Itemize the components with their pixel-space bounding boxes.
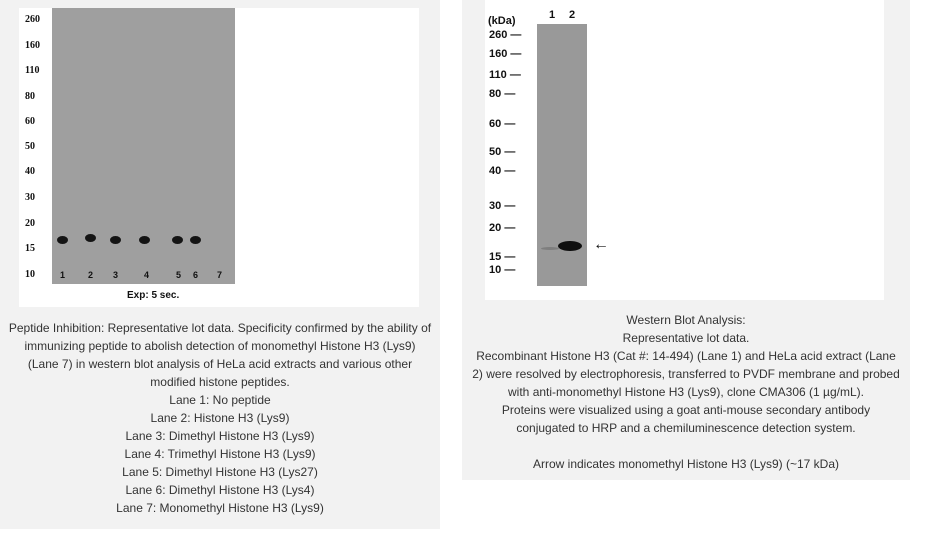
mw-marker: 20 — <box>489 222 516 234</box>
lane-number: 5 <box>176 270 182 280</box>
caption-line: conjugated to HRP and a chemiluminescence detection system. <box>516 421 856 435</box>
mw-marker: 80 — <box>489 88 516 100</box>
caption-line: Arrow indicates monomethyl Histone H3 (Lys9) (~17 kDa) <box>532 457 839 471</box>
mw-marker: 50 — <box>489 146 516 158</box>
lane-number: 2 <box>88 270 94 280</box>
caption-line: Lane 2: Histone H3 (Lys9) <box>150 411 290 425</box>
mw-marker: 80 <box>25 91 35 102</box>
caption-line: 2) were resolved by electrophoresis, transferred to PVDF membrane and probed <box>472 367 900 381</box>
mw-marker: 260 — <box>489 29 522 41</box>
caption-line: modified histone peptides. <box>150 375 290 389</box>
caption-line: Lane 3: Dimethyl Histone H3 (Lys9) <box>125 429 315 443</box>
caption-line: Lane 6: Dimethyl Histone H3 (Lys4) <box>125 483 315 497</box>
mw-marker: 30 — <box>489 200 516 212</box>
mw-marker: 260 <box>25 14 40 25</box>
exposure-label: Exp: 5 sec. <box>127 290 180 301</box>
lane-number: 4 <box>144 270 150 280</box>
band-lane-1 <box>57 236 68 244</box>
mw-marker: 60 — <box>489 118 516 130</box>
lane-number: 7 <box>217 270 223 280</box>
caption-line: (Lane 7) in western blot analysis of HeLa acid extracts and various other <box>27 357 413 371</box>
lane-number: 1 <box>549 9 556 21</box>
mw-marker: 40 — <box>489 165 516 177</box>
band-lane-2 <box>558 241 582 251</box>
band-lane-6 <box>190 236 201 244</box>
lane-number: 1 <box>60 270 66 280</box>
caption-line: Lane 7: Monomethyl Histone H3 (Lys9) <box>116 501 324 515</box>
caption-line: Western Blot Analysis: <box>626 313 746 327</box>
mw-marker: 10 — <box>489 264 516 276</box>
band-lane-3 <box>110 236 121 244</box>
mw-marker: 160 <box>25 40 40 51</box>
mw-marker: 50 <box>25 141 35 152</box>
caption-line: Lane 4: Trimethyl Histone H3 (Lys9) <box>124 447 316 461</box>
caption-line <box>462 437 910 455</box>
caption-line: Proteins were visualized using a goat anti-mouse secondary antibody <box>501 403 871 417</box>
unit-label: (kDa) <box>488 15 516 27</box>
caption-line: Representative lot data. <box>622 331 750 345</box>
band-lane-4 <box>139 236 150 244</box>
caption-line: Lane 5: Dimethyl Histone H3 (Lys27) <box>122 465 318 479</box>
mw-marker: 30 <box>25 192 35 203</box>
peptide-inhibition-caption <box>0 319 440 517</box>
mw-marker: 15 <box>25 243 35 254</box>
blot-membrane <box>537 24 587 286</box>
caption-line: with anti-monomethyl Histone H3 (Lys9), clone CMA306 (1 µg/mL). <box>508 385 864 399</box>
caption-line: Lane 1: No peptide <box>169 393 271 407</box>
lane-number: 3 <box>113 270 119 280</box>
blot-membrane <box>52 8 235 284</box>
mw-marker: 110 — <box>489 69 521 81</box>
mw-marker: 10 <box>25 269 35 280</box>
western-blot-caption <box>462 311 910 473</box>
caption-line: Peptide Inhibition: Representative lot data. Specificity confirmed by the ability of <box>8 321 432 335</box>
mw-marker: 15 — <box>489 251 516 263</box>
band-lane-2 <box>85 234 96 242</box>
caption-line: Recombinant Histone H3 (Cat #: 14-494) (Lane 1) and HeLa acid extract (Lane <box>476 349 896 363</box>
western-blot-figure <box>485 0 884 300</box>
mw-marker: 110 <box>25 65 40 76</box>
mw-marker: 60 <box>25 116 35 127</box>
band-lane-5 <box>172 236 183 244</box>
lane-number: 6 <box>193 270 199 280</box>
lane-number: 2 <box>569 9 576 21</box>
band-arrow-icon: ← <box>593 236 609 253</box>
faint-band-lane-1 <box>541 247 559 250</box>
mw-marker: 160 — <box>489 48 522 60</box>
mw-marker: 40 <box>25 166 35 177</box>
mw-marker: 20 <box>25 218 35 229</box>
caption-line: immunizing peptide to abolish detection of monomethyl Histone H3 (Lys9) <box>24 339 416 353</box>
peptide-inhibition-blot-figure <box>19 8 419 307</box>
